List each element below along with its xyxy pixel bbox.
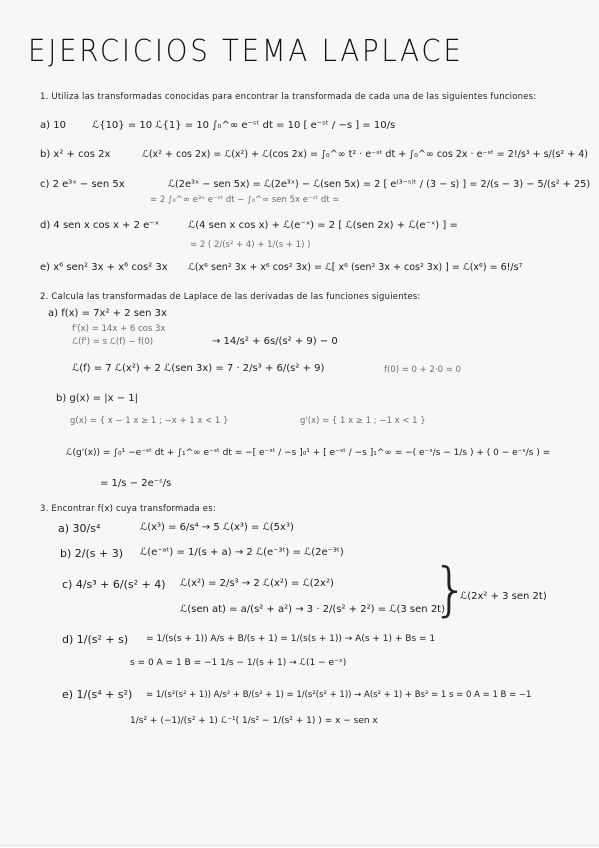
s3-e-work-1: = 1/(s²(s² + 1)) A/s² + B/(s² + 1) = 1/(s²(s² + 1)) → A(s² + 1) + Bs² = 1 s = 0 A = 1 B = −1	[146, 690, 532, 700]
s1-item-d-work: ℒ(4 sen x cos x) + ℒ(e⁻ˣ) = 2 [ ℒ(sen 2x) + ℒ(e⁻ˣ) ] =	[188, 220, 458, 231]
s3-a-label: a) 30/s⁴	[58, 522, 101, 535]
s1-item-c-label: c) 2 e³ˣ − sen 5x	[40, 179, 125, 190]
section3-heading: 3. Encontrar f(x) cuya transformada es:	[40, 504, 216, 514]
s3-d-work-2: s = 0 A = 1 B = −1 1/s − 1/(s + 1) → ℒ(1 − e⁻ˣ)	[130, 658, 347, 668]
s1-item-d-note: = 2 ( 2/(s² + 4) + 1/(s + 1) )	[190, 240, 311, 250]
s3-a-work: ℒ(x³) = 6/s⁴ → 5 ℒ(x³) = ℒ(5x³)	[140, 522, 294, 533]
s3-c-work-2: ℒ(sen at) = a/(s² + a²) → 3 · 2/(s² + 2²) = ℒ(3 sen 2t)	[180, 604, 445, 615]
s3-b-label: b) 2/(s + 3)	[60, 547, 123, 560]
s1-item-b-label: b) x² + cos 2x	[40, 149, 111, 160]
s2-b-label: b) g(x) = |x − 1|	[56, 393, 138, 404]
s2-a-initial: f(0) = 0 + 2·0 = 0	[384, 365, 461, 375]
s1-item-c-note: = 2 ∫₀^∞ e³ˣ e⁻ˢᵗ dt − ∫₀^∞ sen 5x e⁻ˢᵗ dt =	[150, 195, 340, 205]
s1-item-e-label: e) x⁶ sen² 3x + x⁶ cos² 3x	[40, 262, 168, 273]
page-title: EJERCICIOS TEMA LAPLACE	[28, 34, 464, 69]
section1-heading: 1. Utiliza las transformadas conocidas para encontrar la transformada de cada una de las siguientes funciones:	[40, 92, 537, 102]
s3-d-work-1: = 1/(s(s + 1)) A/s + B/(s + 1) = 1/(s(s + 1)) → A(s + 1) + Bs = 1	[146, 634, 436, 644]
s1-item-b-work: ℒ(x² + cos 2x) = ℒ(x²) + ℒ(cos 2x) = ∫₀^∞ t² · e⁻ˢᵗ dt + ∫₀^∞ cos 2x · e⁻ˢᵗ = 2!/s³ + s/(s² + 4)	[142, 149, 588, 160]
page-bottom-edge	[0, 845, 599, 846]
s1-item-e-work: ℒ(x⁶ sen² 3x + x⁶ cos² 3x) = ℒ[ x⁶ (sen² 3x + cos² 3x) ] = ℒ(x⁶) = 6!/s⁷	[188, 262, 523, 273]
s1-item-c-work: ℒ(2e³ˣ − sen 5x) = ℒ(2e³ˣ) − ℒ(sen 5x) = 2 [ e⁽³⁻ˢ⁾ᵗ / (3 − s) ] = 2/(s − 3) − 5/(s² + 25)	[168, 179, 591, 190]
s3-c-result: ℒ(2x² + 3 sen 2t)	[460, 591, 547, 602]
s3-d-label: d) 1/(s² + s)	[62, 633, 129, 646]
s2-b-integral: ℒ(g'(x)) = ∫₀¹ −e⁻ˢᵗ dt + ∫₁^∞ e⁻ˢᵗ dt = −[ e⁻ˢᵗ / −s ]₀¹ + [ e⁻ˢᵗ / −s ]₁^∞ = −( e⁻ˢ/s − 1/s ) + ( 0 − e⁻ˢ/s ) =	[66, 448, 551, 458]
section2-heading: 2. Calcula las transformadas de Laplace de las derivadas de las funciones siguientes:	[40, 292, 421, 302]
s2-a-label: a) f(x) = 7x² + 2 sen 3x	[48, 308, 167, 319]
s2-b-piecewise-gprime: g'(x) = { 1 x ≥ 1 ; −1 x < 1 }	[300, 416, 426, 426]
s2-a-rule: ℒ(f') = s ℒ(f) − f(0)	[72, 337, 154, 347]
s2-a-derivative: f'(x) = 14x + 6 cos 3x	[72, 324, 166, 334]
s3-c-work-1: ℒ(x²) = 2/s³ → 2 ℒ(x²) = ℒ(2x²)	[180, 578, 334, 589]
s2-a-result: → 14/s² + 6s/(s² + 9) − 0	[212, 336, 338, 347]
s2-b-final: = 1/s − 2e⁻ˢ/s	[100, 478, 172, 489]
s2-a-transform: ℒ(f) = 7 ℒ(x²) + 2 ℒ(sen 3x) = 7 · 2/s³ + 6/(s² + 9)	[72, 363, 325, 374]
s3-e-work-2: 1/s² + (−1)/(s² + 1) ℒ⁻¹( 1/s² − 1/(s² + 1) ) = x − sen x	[130, 716, 378, 726]
right-brace: }	[432, 555, 469, 623]
s1-item-a-work: ℒ{10} = 10 ℒ{1} = 10 ∫₀^∞ e⁻ˢᵗ dt = 10 [ e⁻ˢᵗ / −s ] = 10/s	[92, 120, 396, 131]
s3-b-work: ℒ(e⁻ᵃᵗ) = 1/(s + a) → 2 ℒ(e⁻³ᵗ) = ℒ(2e⁻³ᵗ)	[140, 547, 344, 558]
s3-e-label: e) 1/(s⁴ + s²)	[62, 688, 133, 701]
s1-item-d-label: d) 4 sen x cos x + 2 e⁻ˣ	[40, 220, 160, 231]
s1-item-a-label: a) 10	[40, 120, 66, 131]
s2-b-piecewise-g: g(x) = { x − 1 x ≥ 1 ; −x + 1 x < 1 }	[70, 416, 229, 426]
s3-c-label: c) 4/s³ + 6/(s² + 4)	[62, 578, 166, 591]
